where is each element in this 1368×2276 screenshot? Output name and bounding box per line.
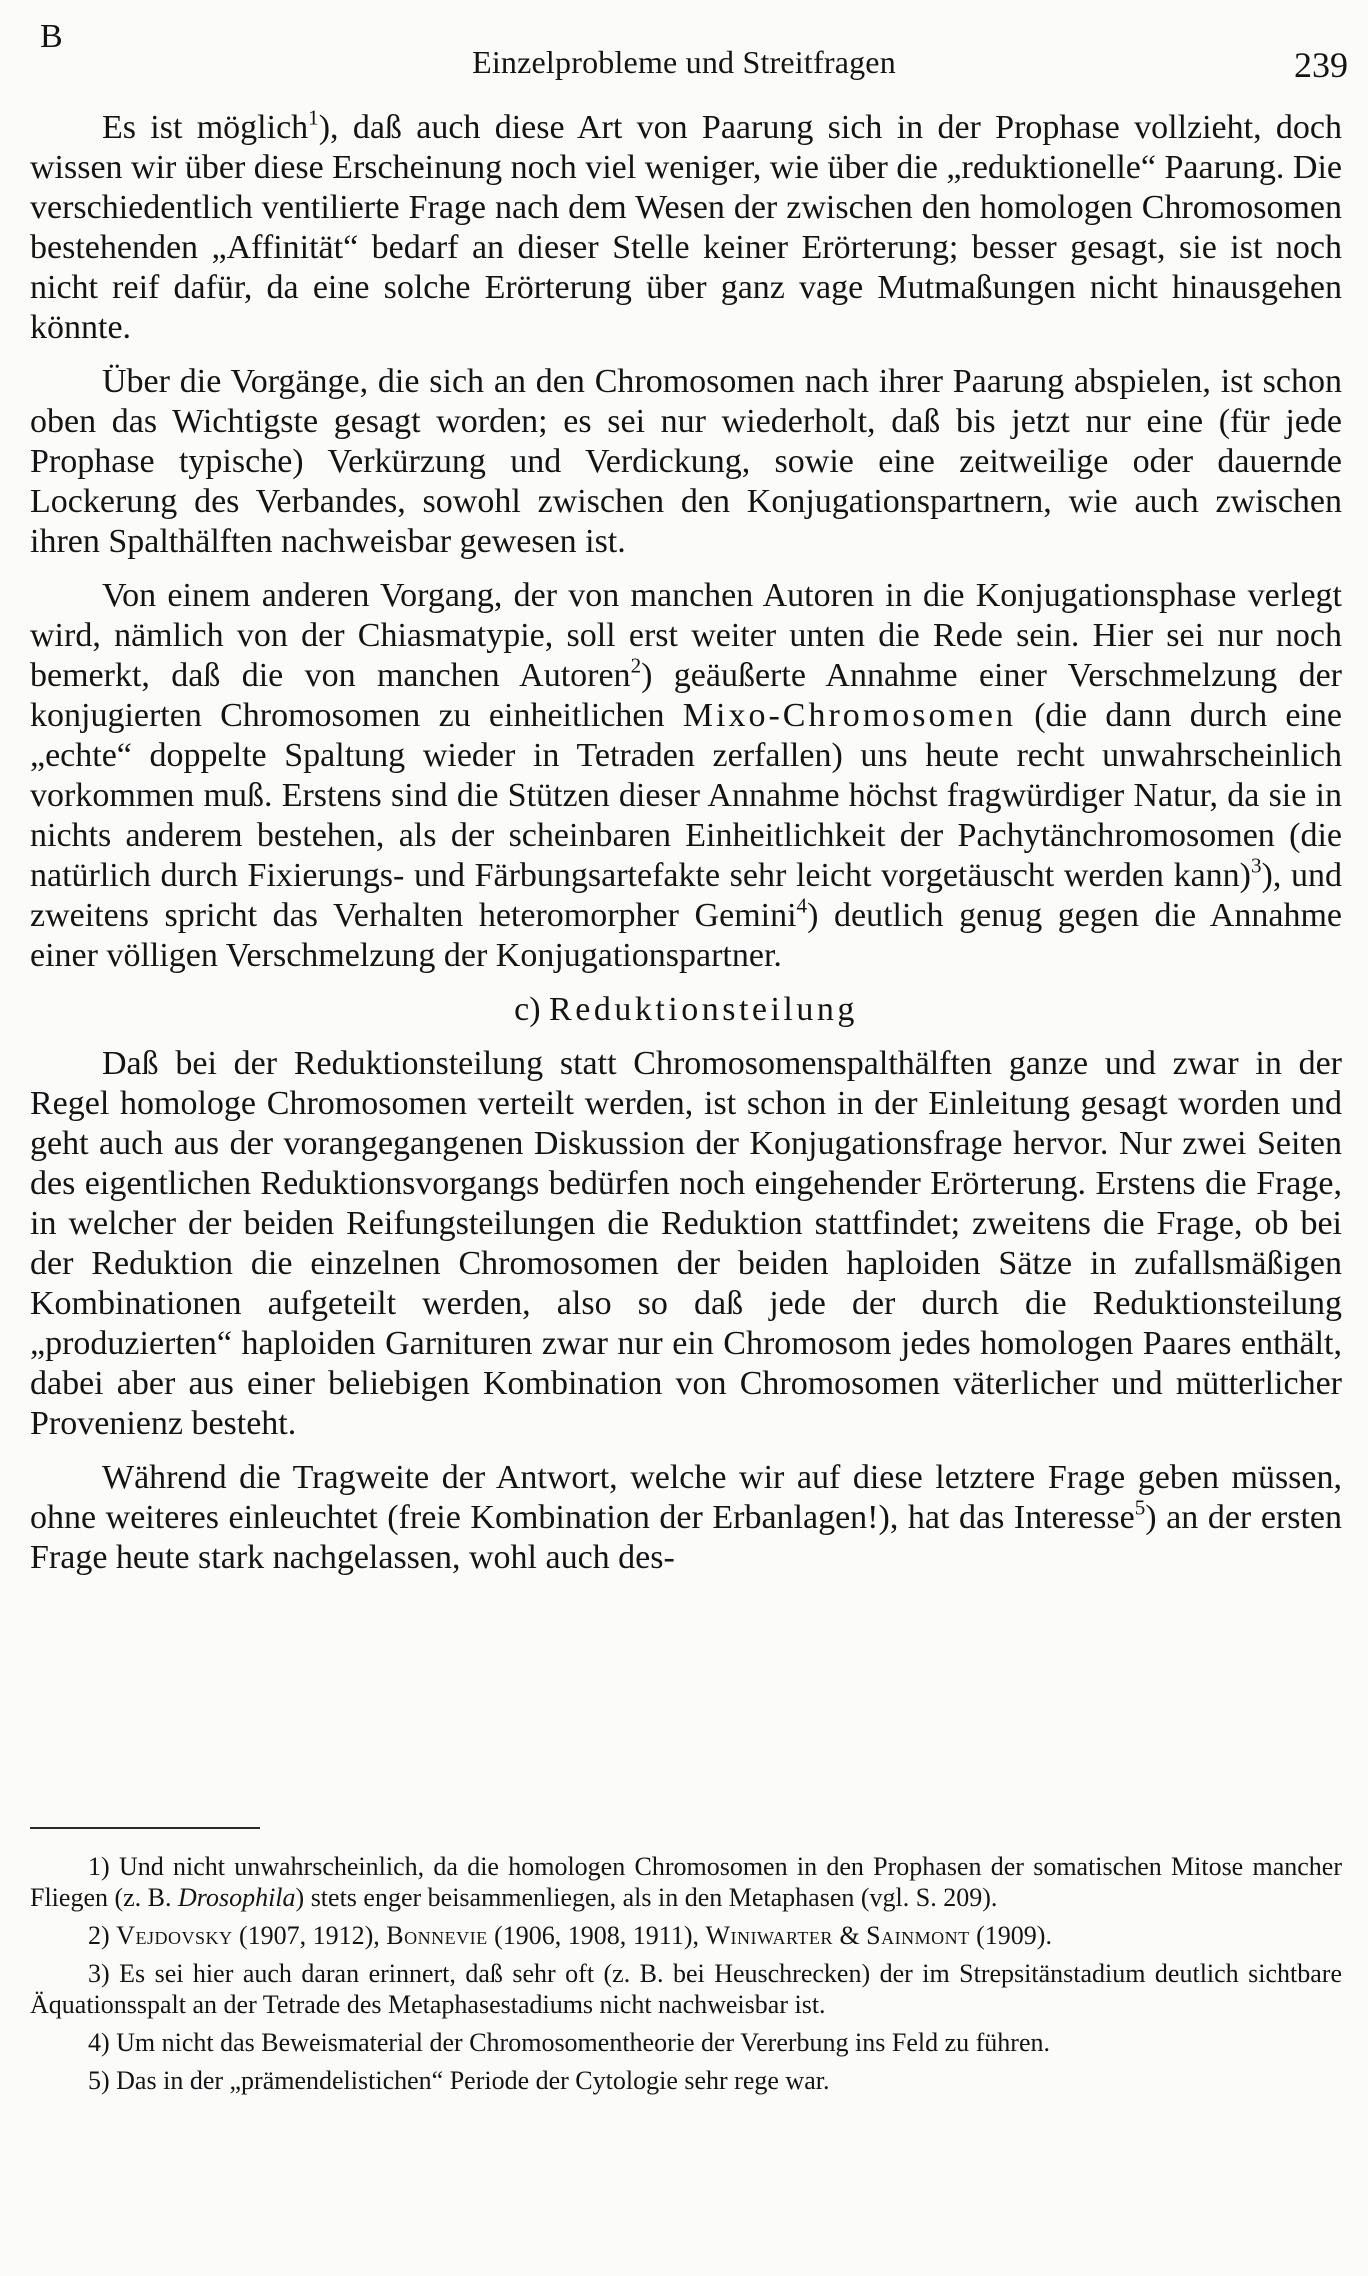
italic-genus: Drosophila (178, 1883, 296, 1912)
footnote-divider (30, 1827, 260, 1829)
author-name: Sainmont (866, 1921, 970, 1950)
paragraph-5: Während die Tragweite der Antwort, welche wir auf diese letztere Frage geben müssen, ohne weiteres einleuchtet (freie Kombination der Erbanlagen!), hat das Interesse$^5$) an der ersten Frage heute stark nachgelassen, wohl auch des- (30, 1459, 1342, 1576)
footnote-ref-4: 4 (796, 893, 808, 918)
printer-signature: B (40, 18, 63, 55)
section-title: Reduktionsteilung (549, 991, 858, 1028)
footnote-2: 2) Vejdovsky (1907, 1912), Bonnevie (1906, 1908, 1911), Winiwarter & Sainmont (1909). (88, 1921, 1052, 1950)
section-heading: c) Reduktionsteilung (514, 991, 858, 1028)
footnotes (30, 1851, 1342, 2103)
paragraph-4: Daß bei der Reduktionsteilung statt Chromosomenspalthälften ganze und zwar in der Regel homologe Chromosomen verteilt werden, ist schon in der Einleitung gesagt worden und geht auch aus der vorangegangenen Diskussion der Konjugationsfrage hervor. Nur zwei Seiten des eigentlichen Reduktionsvorgangs bedürfen noch eingehender Erörterung. Erstens die Frage, in welcher der beiden Reifungsteilungen die Reduktion stattfindet; zweitens die Frage, ob bei der Reduktion die einzelnen Chromosomen der beiden haploiden Sätze in zufallsmäßigen Kombinationen aufgeteilt werden, also so daß jede der durch die Reduktionsteilung „produzierten“ haploiden Garnituren zwar nur ein Chromosom jedes homologen Paares enthält, dabei aber aus einer beliebigen Kombination von Chromosomen väterlicher und mütterlicher Provenienz besteht. (30, 1045, 1342, 1442)
spaced-term: Mixo-Chromosomen (682, 697, 1016, 734)
footnote-ref-2: 2 (630, 653, 642, 678)
paragraph-1: Es ist möglich$^1$), daß auch diese Art von Paarung sich in der Prophase vollzieht, doch wissen wir über diese Erscheinung noch viel weniger, wie über die „reduktionelle“ Paarung. Die verschiedentlich ventilierte Frage nach dem Wesen der zwischen den homologen Chromosomen bestehenden „Affinität“ bedarf an dieser Stelle keiner Erörterung; besser gesagt, sie ist noch nicht reif dafür, da eine solche Erörterung über ganz vage Mutmaßungen nicht hinausgehen könnte. (30, 105, 1342, 346)
footnote-ref-1: 1 (308, 105, 319, 130)
footnote-1: 1) Und nicht unwahrscheinlich, da die homologen Chromosomen in den Prophasen der somatischen Mitose mancher Fliegen (z. B. Drosophila) stets enger beisammenliegen, als in den Metaphasen (vgl. S. 209). (30, 1852, 1342, 1912)
author-name: Winiwarter (705, 1921, 833, 1950)
main-text (30, 105, 1342, 1592)
paragraph-2: Über die Vorgänge, die sich an den Chromosomen nach ihrer Paarung abspielen, ist schon oben das Wichtigste gesagt worden; es sei nur wiederholt, daß bis jetzt nur eine (für jede Prophase typische) Verkürzung und Verdickung, sowie eine zeitweilige oder dauernde Lockerung des Verbandes, sowohl zwischen den Konjugationspartnern, wie auch zwischen ihren Spalthälften nachweisbar gewesen ist. (30, 363, 1342, 560)
running-head: Einzelprobleme und Streitfragen (472, 44, 896, 80)
page-number: 239 (1294, 45, 1348, 85)
author-name: Vejdovsky (116, 1921, 233, 1950)
footnote-5: 5) Das in der „prämendelistichen“ Periode der Cytologie sehr rege war. (88, 2066, 830, 2095)
footnote-ref-3: 3 (1250, 853, 1262, 878)
paragraph-3: Von einem anderen Vorgang, der von manchen Autoren in die Konjugationsphase verlegt wird, nämlich von der Chiasmatypie, soll erst weiter unten die Rede sein. Hier sei nur noch bemerkt, daß die von manchen Autoren$^2$) geäußerte Annahme einer Verschmelzung der konjugierten Chromosomen zu einheitlichen Mixo-Chromosomen (die dann durch eine „echte“ doppelte Spaltung wieder in Tetraden zerfallen) uns heute recht unwahrscheinlich vorkommen muß. Erstens sind die Stützen dieser Annahme höchst fragwürdiger Natur, da sie in nichts anderem bestehen, als der scheinbaren Einheitlichkeit der Pachytänchromosomen (die natürlich durch Fixierungs- und Färbungsartefakte sehr leicht vorgetäuscht werden kann)$^3$), und zweitens spricht das Verhalten heteromorpher Gemini$^4$) deutlich genug gegen die Annahme einer völligen Verschmelzung der Konjugationspartner. (30, 577, 1342, 974)
footnote-3: 3) Es sei hier auch daran erinnert, daß sehr oft (z. B. bei Heuschrecken) der im Strepsitänstadium deutlich sichtbare Äquationsspalt an der Tetrade des Metaphasestadiums nicht nachweisbar ist. (30, 1959, 1342, 2019)
footnote-4: 4) Um nicht das Beweismaterial der Chromosomentheorie der Vererbung ins Feld zu führen. (88, 2028, 1050, 2057)
footnote-ref-5: 5 (1134, 1495, 1146, 1520)
author-name: Bonnevie (386, 1921, 488, 1950)
